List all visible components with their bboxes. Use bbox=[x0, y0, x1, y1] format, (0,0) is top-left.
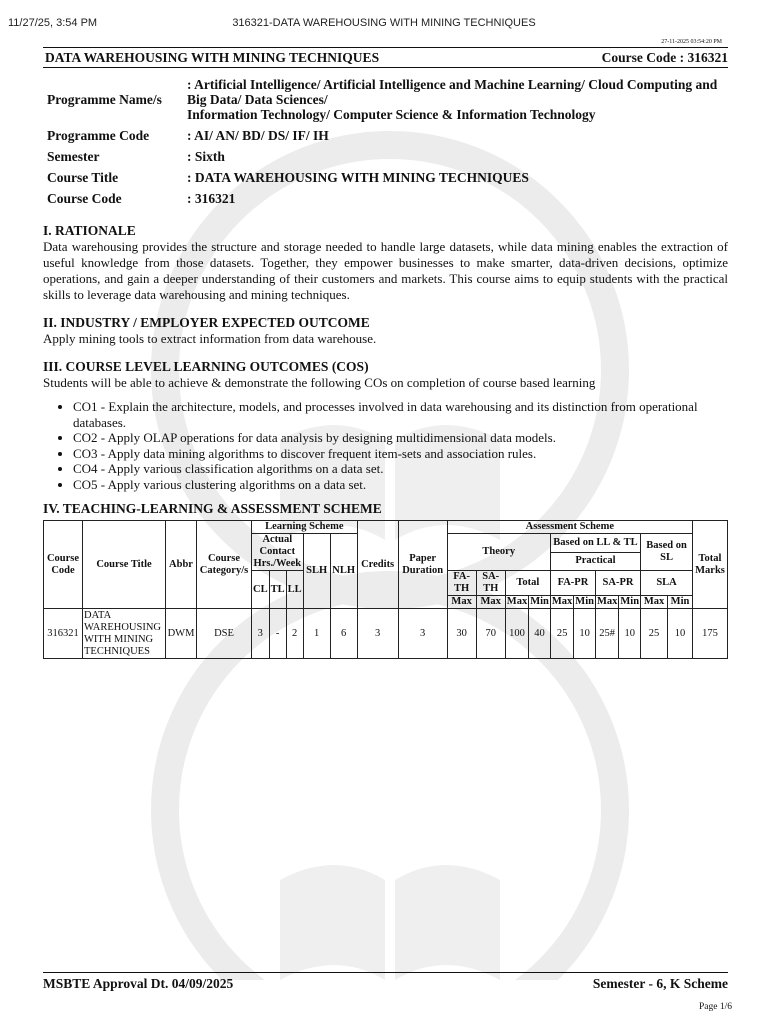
th-cl: CL bbox=[252, 571, 270, 609]
course-outcome-item: • CO3 - Apply data mining algorithms to discover frequent item-sets and association rules. bbox=[73, 446, 728, 462]
cell-paper-duration: 3 bbox=[398, 609, 447, 659]
cell-cl: 3 bbox=[252, 609, 270, 659]
info-row-programme-names bbox=[45, 74, 728, 125]
header-course-name: DATA WAREHOUSING WITH MINING TECHNIQUES bbox=[45, 50, 380, 65]
info-row-semester bbox=[45, 146, 728, 167]
th-practical: Practical bbox=[550, 552, 640, 571]
th-min: Min bbox=[530, 596, 549, 607]
th-max: Max bbox=[551, 596, 573, 607]
section-heading-industry-outcome: II. INDUSTRY / EMPLOYER EXPECTED OUTCOME bbox=[43, 315, 370, 330]
cell-tl: - bbox=[269, 609, 286, 659]
cell-total-min: 40 bbox=[529, 609, 551, 659]
course-outcome-item: • CO4 - Apply various classification algorithms on a data set. bbox=[73, 461, 728, 477]
th-min: Min bbox=[620, 596, 640, 607]
cell-total-max: 100 bbox=[505, 609, 528, 659]
cell-category: DSE bbox=[197, 609, 252, 659]
info-value-line: Information Technology/ Computer Science & Information Technology bbox=[187, 107, 596, 122]
info-row-course-code bbox=[45, 188, 728, 209]
cell-sa-pr-min: 10 bbox=[619, 609, 641, 659]
rationale-text: Data warehousing provides the structure and storage needed to handle large datasets, while data mining enables the extraction of useful knowledge from those datasets. Together, they empower businesses to make smarter, data-driven decisions, optimize operations, and gain a deeper understanding of their customers and markets. This course aims to equip students with the practical skills to leverage data warehousing and mining techniques. bbox=[43, 239, 728, 302]
th-total-marks: Total Marks bbox=[693, 521, 728, 609]
cell-fa-th-max: 30 bbox=[447, 609, 476, 659]
th-paper-duration: Paper Duration bbox=[398, 521, 447, 609]
th-assessment-scheme: Assessment Scheme bbox=[447, 521, 692, 534]
cell-slh: 1 bbox=[303, 609, 330, 659]
footer-semester-scheme: Semester - 6, K Scheme bbox=[592, 976, 728, 991]
th-tl: TL bbox=[269, 571, 286, 609]
info-label: Programme Code bbox=[47, 128, 150, 143]
course-outcome-item: • CO2 - Apply OLAP operations for data analysis by designing multidimensional data models. bbox=[73, 430, 728, 446]
document-page bbox=[43, 38, 728, 659]
cell-course-title: DATA WAREHOUSING WITH MINING TECHNIQUES bbox=[83, 609, 166, 659]
info-label: Semester bbox=[47, 149, 100, 164]
cell-credits: 3 bbox=[357, 609, 398, 659]
info-value-line: : Artificial Intelligence/ Artificial Intelligence and Machine Learning/ Cloud Computing and Big Data/ Data Sciences/ bbox=[187, 77, 718, 107]
th-course-title: Course Title bbox=[83, 521, 166, 609]
cell-sa-pr-max: 25# bbox=[595, 609, 618, 659]
th-theory: Theory bbox=[447, 534, 550, 571]
course-outcomes-list bbox=[43, 399, 728, 492]
th-sa-th: SA-TH bbox=[476, 571, 505, 596]
teaching-assessment-scheme-table bbox=[43, 520, 728, 659]
cell-sa-th-max: 70 bbox=[476, 609, 505, 659]
browser-print-header bbox=[0, 14, 768, 32]
header-course-code: Course Code : 316321 bbox=[601, 50, 728, 65]
th-nlh: NLH bbox=[330, 534, 357, 609]
page-number: Page 1/6 bbox=[699, 1002, 732, 1012]
cell-course-code: 316321 bbox=[44, 609, 83, 659]
course-outcome-item: • CO1 - Explain the architecture, models, and processes involved in data warehousing and its distinction from operational databases. bbox=[73, 399, 728, 430]
th-course-category: Course Category/s bbox=[197, 521, 252, 609]
cell-total-marks: 175 bbox=[693, 609, 728, 659]
th-based-ll-tl: Based on LL & TL bbox=[550, 534, 640, 553]
cell-nlh: 6 bbox=[330, 609, 357, 659]
th-ll: LL bbox=[286, 571, 303, 609]
info-label: Course Title bbox=[47, 170, 119, 185]
print-tab-title: 316321-DATA WAREHOUSING WITH MINING TECHNIQUES bbox=[232, 17, 536, 29]
info-value: : 316321 bbox=[187, 191, 236, 206]
info-row-programme-code bbox=[45, 125, 728, 146]
th-learning-scheme: Learning Scheme bbox=[252, 521, 358, 534]
th-max: Max bbox=[641, 596, 668, 609]
th-actual-contact: Actual Contact Hrs./Week bbox=[252, 534, 304, 571]
page-footer bbox=[43, 972, 728, 992]
section-heading-scheme: IV. TEACHING-LEARNING & ASSESSMENT SCHEME bbox=[43, 501, 382, 516]
table-row bbox=[44, 609, 728, 659]
th-max: Max bbox=[476, 596, 505, 609]
info-value: : DATA WAREHOUSING WITH MINING TECHNIQUES bbox=[187, 170, 529, 185]
cell-sla-max: 25 bbox=[641, 609, 668, 659]
info-value: : AI/ AN/ BD/ DS/ IF/ IH bbox=[187, 128, 329, 143]
th-fa-th: FA-TH bbox=[447, 571, 476, 596]
th-max: Max bbox=[506, 596, 528, 607]
th-max: Max bbox=[596, 596, 618, 607]
th-slh: SLH bbox=[303, 534, 330, 609]
info-label: Course Code bbox=[47, 191, 122, 206]
th-sa-pr: SA-PR bbox=[595, 571, 640, 596]
industry-outcome-text: Apply mining tools to extract information from data warehouse. bbox=[43, 331, 377, 346]
th-max: Max bbox=[447, 596, 476, 609]
cell-abbr: DWM bbox=[166, 609, 197, 659]
course-info-table bbox=[45, 74, 728, 209]
info-row-course-title bbox=[45, 167, 728, 188]
cell-fa-pr-max: 25 bbox=[550, 609, 573, 659]
th-course-code: Course Code bbox=[44, 521, 83, 609]
cell-ll: 2 bbox=[286, 609, 303, 659]
th-total: Total bbox=[505, 571, 550, 596]
th-based-sl: Based on SL bbox=[641, 534, 693, 571]
cell-sla-min: 10 bbox=[668, 609, 693, 659]
th-min: Min bbox=[668, 596, 693, 609]
cell-fa-pr-min: 10 bbox=[574, 609, 596, 659]
generated-timestamp: 27-11-2025 03:54:20 PM bbox=[661, 39, 722, 45]
course-outcome-item: • CO5 - Apply various clustering algorithms on a data set. bbox=[73, 477, 728, 493]
print-datetime: 11/27/25, 3:54 PM bbox=[8, 17, 98, 29]
info-label: Programme Name/s bbox=[47, 92, 162, 107]
th-sla: SLA bbox=[641, 571, 693, 596]
th-credits: Credits bbox=[357, 521, 398, 609]
course-title-bar bbox=[43, 47, 728, 68]
section-heading-rationale: I. RATIONALE bbox=[43, 223, 136, 238]
info-value: : Sixth bbox=[187, 149, 225, 164]
th-fa-pr: FA-PR bbox=[550, 571, 595, 596]
course-outcomes-intro: Students will be able to achieve & demonstrate the following COs on completion of course based learning bbox=[43, 375, 596, 390]
th-min: Min bbox=[575, 596, 594, 607]
footer-approval-date: MSBTE Approval Dt. 04/09/2025 bbox=[43, 976, 234, 991]
info-value bbox=[185, 74, 728, 125]
section-heading-course-outcomes: III. COURSE LEVEL LEARNING OUTCOMES (COS) bbox=[43, 359, 369, 374]
th-abbr: Abbr bbox=[166, 521, 197, 609]
